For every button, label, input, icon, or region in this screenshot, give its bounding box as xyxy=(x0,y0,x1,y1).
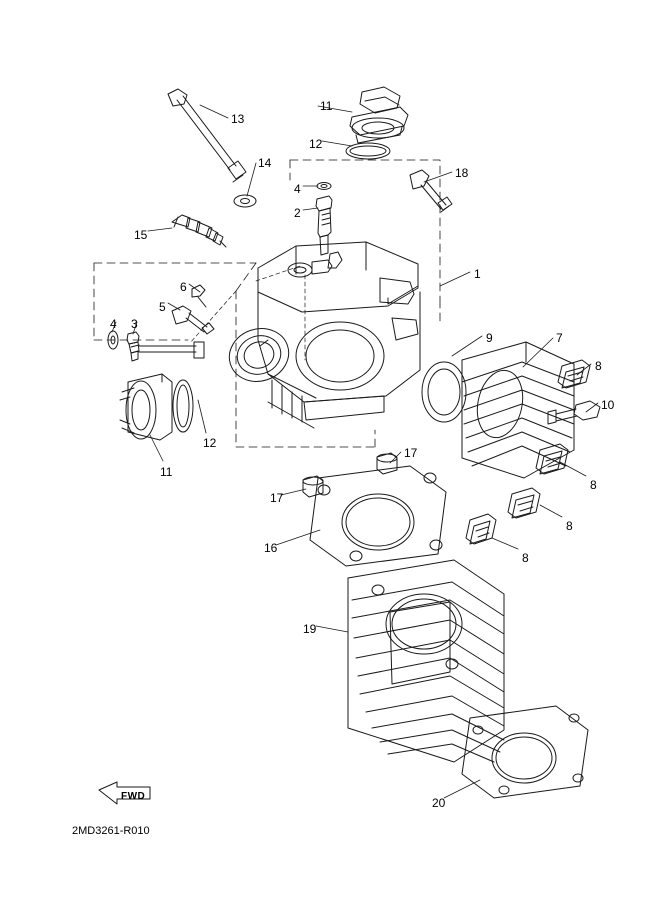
callout-number: 8 xyxy=(590,478,597,492)
part-18-bolt xyxy=(410,170,452,212)
part-14-washer xyxy=(234,195,256,207)
part-12-top-oring xyxy=(346,143,390,159)
callout-number: 12 xyxy=(203,436,217,450)
part-19-cylinder-block xyxy=(348,560,504,762)
part-20-cylinder-gasket xyxy=(462,706,588,798)
part-1-cylinder-head xyxy=(222,242,420,428)
callout-number: 7 xyxy=(556,331,563,345)
part-code-label: 2MD3261-R010 xyxy=(72,825,150,837)
part-8-insulator-b xyxy=(536,444,568,474)
callout-number: 8 xyxy=(522,551,529,565)
callout-number: 20 xyxy=(432,796,446,810)
part-13-long-bolt xyxy=(168,89,246,182)
callout-number: 11 xyxy=(320,99,333,113)
part-17-dowel-a xyxy=(377,453,397,474)
callout-number: 10 xyxy=(601,398,615,412)
callout-number: 4 xyxy=(294,182,301,196)
callout-number: 5 xyxy=(159,300,166,314)
part-4-top-ring xyxy=(317,183,331,190)
part-9-oring xyxy=(422,362,466,422)
fwd-direction-label: FWD xyxy=(121,791,146,802)
part-8-insulator-d xyxy=(466,514,496,544)
callout-number: 12 xyxy=(309,137,323,151)
part-12-lower-oring xyxy=(173,380,193,432)
callout-number: 6 xyxy=(180,280,187,294)
callout-number: 17 xyxy=(270,491,284,505)
callout-number: 9 xyxy=(486,331,493,345)
callout-number: 13 xyxy=(231,112,245,126)
part-15-spark-plug xyxy=(172,215,226,247)
callout-number: 8 xyxy=(566,519,573,533)
callout-number: 2 xyxy=(294,206,301,220)
callout-number: 8 xyxy=(595,359,602,373)
callout-number: 3 xyxy=(131,317,138,331)
callout-number: 16 xyxy=(264,541,278,555)
leader-lines xyxy=(112,105,598,798)
part-6-clip xyxy=(192,285,206,307)
part-8-insulator-c xyxy=(508,488,540,518)
part-11-lower-cap xyxy=(120,374,172,440)
callout-number: 1 xyxy=(474,267,481,281)
callout-number: 11 xyxy=(160,465,173,479)
part-11-top-cap xyxy=(350,87,408,143)
callout-number: 4 xyxy=(110,317,117,331)
callout-number: 15 xyxy=(134,228,148,242)
part-16-head-gasket xyxy=(310,466,446,566)
part-5-bolt xyxy=(172,306,214,334)
callout-number: 14 xyxy=(258,156,272,170)
part-2-valve-guide xyxy=(316,196,332,255)
part-3-valve-stem xyxy=(127,332,204,361)
callout-number: 19 xyxy=(303,622,317,636)
callout-number: 17 xyxy=(404,446,418,460)
callout-number: 18 xyxy=(455,166,469,180)
